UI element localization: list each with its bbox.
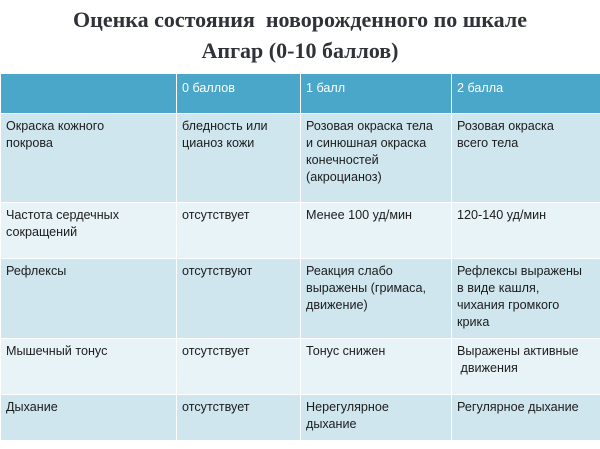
cell-text: Окраска кожного	[6, 119, 105, 133]
cell-score-2	[452, 259, 600, 339]
cell-score-1	[301, 259, 452, 339]
cell-score-0	[177, 395, 301, 441]
cell-sign	[1, 259, 177, 339]
cell-text: Нерегулярное	[306, 400, 389, 414]
cell-text: конечностей	[306, 153, 379, 167]
header-score-0: 0 баллов	[177, 74, 301, 114]
cell-score-2	[452, 203, 600, 259]
cell-text: Менее 100 уд/мин	[306, 208, 412, 222]
cell-text: отсутствуют	[182, 264, 253, 278]
apgar-score-table	[0, 73, 600, 441]
cell-sign	[1, 339, 177, 395]
cell-text: отсутствует	[182, 344, 250, 358]
cell-sign	[1, 114, 177, 203]
header-score-2: 2 балла	[452, 74, 600, 114]
header-score-1: 1 балл	[301, 74, 452, 114]
cell-score-2	[452, 395, 600, 441]
table-row	[1, 114, 600, 203]
cell-text: 120-140 уд/мин	[457, 208, 547, 222]
cell-text: Регулярное дыхание	[457, 400, 579, 414]
table-row	[1, 395, 600, 441]
cell-text: сокращений	[6, 225, 78, 239]
cell-sign	[1, 395, 177, 441]
cell-text: всего тела	[457, 136, 519, 150]
cell-text: Выражены активные	[457, 344, 579, 358]
cell-text: Рефлексы	[6, 264, 67, 278]
cell-text: движения	[457, 361, 518, 375]
cell-text: выражены (гримаса,	[306, 281, 426, 295]
cell-text: отсутствует	[182, 400, 250, 414]
cell-text: отсутствует	[182, 208, 250, 222]
cell-score-1	[301, 395, 452, 441]
cell-text: Мышечный тонус	[6, 344, 108, 358]
cell-score-1	[301, 339, 452, 395]
cell-score-0	[177, 203, 301, 259]
cell-text: Реакция слабо	[306, 264, 393, 278]
header-sign	[1, 74, 177, 114]
cell-text: Розовая окраска тела	[306, 119, 433, 133]
cell-score-0	[177, 114, 301, 203]
table-row	[1, 203, 600, 259]
cell-text: цианоз кожи	[182, 136, 255, 150]
cell-score-0	[177, 259, 301, 339]
cell-text: Рефлексы выражены	[457, 264, 582, 278]
cell-text: (акроцианоз)	[306, 170, 382, 184]
cell-score-0	[177, 339, 301, 395]
title-line-1: Оценка состояния новорожденного по шкале	[73, 7, 527, 32]
title-line-2: Апгар (0-10 баллов)	[201, 38, 399, 63]
cell-score-2	[452, 339, 600, 395]
cell-text: в виде кашля,	[457, 281, 540, 295]
cell-text: чихания громкого	[457, 298, 560, 312]
cell-text: Дыхание	[6, 400, 58, 414]
table-header-row	[1, 74, 600, 114]
cell-text: дыхание	[306, 417, 357, 431]
cell-text: и синюшная окраска	[306, 136, 427, 150]
cell-text: движение)	[306, 298, 368, 312]
cell-text: Тонус снижен	[306, 344, 386, 358]
table-row	[1, 339, 600, 395]
cell-score-1	[301, 203, 452, 259]
cell-text: крика	[457, 315, 490, 329]
cell-score-1	[301, 114, 452, 203]
cell-text: покрова	[6, 136, 53, 150]
cell-sign	[1, 203, 177, 259]
cell-text: бледность или	[182, 119, 268, 133]
cell-score-2	[452, 114, 600, 203]
table-row	[1, 259, 600, 339]
page-title	[0, 4, 600, 66]
cell-text: Частота сердечных	[6, 208, 119, 222]
cell-text: Розовая окраска	[457, 119, 554, 133]
